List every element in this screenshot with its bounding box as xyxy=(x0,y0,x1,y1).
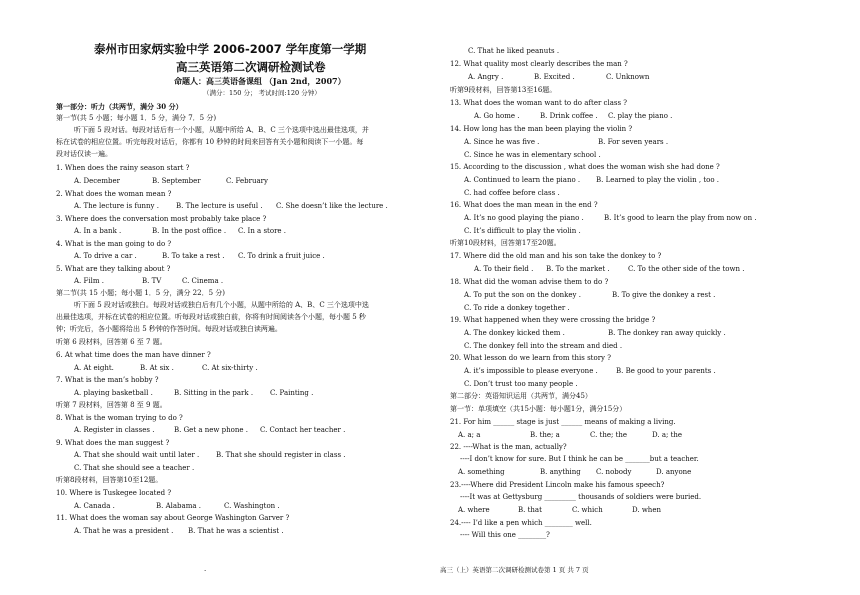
option: B. September xyxy=(152,177,201,185)
exam-meta: （满分：150 分； 考试时间:120 分钟） xyxy=(203,89,321,97)
option: B. To give the donkey a rest . xyxy=(612,291,716,299)
option: B. TV xyxy=(142,277,162,285)
section1-instructions: 听下面 5 段对话。每段对话后有一个小题，从题中所给 A、B、C 三个选项中选出最佳选项，并 xyxy=(74,126,369,134)
option: A. To drive a car . xyxy=(74,252,137,260)
option: A. Since he was five . xyxy=(464,138,540,146)
option: B. That she should register in class . xyxy=(216,451,346,459)
section1-instructions: 段对话仅读一遍。 xyxy=(56,150,112,158)
option: C. nobody xyxy=(596,468,632,476)
option: C. Contact her teacher . xyxy=(260,426,346,434)
exam-author: 命题人：高三英语备课组 （Jan 2nd，2007） xyxy=(174,76,346,86)
question-13: 13. What does the woman want to do after class ? xyxy=(450,99,628,107)
option: B. that xyxy=(518,506,542,514)
question-22-reply: ----I don’t know for sure. But I think he can be _______but a teacher. xyxy=(460,455,699,463)
section2-instructions: 听下面 5 段对话或独白。每段对话或独白后有几个小题，从题中所给的 A、B、C 三个选项中选 xyxy=(74,301,369,309)
option: B. Get a new phone . xyxy=(174,426,248,434)
listening-note: 听第10段材料，回答第17至20题。 xyxy=(450,239,561,247)
option: A. Go home . xyxy=(474,112,520,120)
part2-section1-heading: 第一节：单项填空（共15小题：每小题1分，满分15分） xyxy=(450,405,627,413)
question-21: 21. For him ______ stage is just ______ means of making a living. xyxy=(450,418,676,426)
listening-note: 听第 6 段材料，回答第 6 至 7 题。 xyxy=(56,338,167,346)
option: A. It’s no good playing the piano . xyxy=(464,214,584,222)
option: B. Be good to your parents . xyxy=(616,367,716,375)
option: C. It’s difficult to play the violin . xyxy=(464,227,581,235)
option: B. It’s good to learn the play from now on . xyxy=(604,214,757,222)
option: A. Continued to learn the piano . xyxy=(464,176,581,184)
page-footer: 高三（上）英语第二次调研检测试卷第 1 页 共 7 页 xyxy=(440,566,589,574)
option: C. That she should see a teacher . xyxy=(74,464,195,472)
listening-note: 听第 7 段材料，回答第 8 至 9 题。 xyxy=(56,401,167,409)
question-4: 4. What is the man going to do ? xyxy=(56,240,172,248)
option: A. Angry . xyxy=(468,73,504,81)
option: C. play the piano . xyxy=(608,112,673,120)
question-1: 1. When does the rainy season start ? xyxy=(56,164,190,172)
question-12: 12. What quality most clearly describes the man ? xyxy=(450,60,628,68)
option: C. To drink a fruit juice . xyxy=(238,252,325,260)
option: A. The lecture is funny . xyxy=(74,202,159,210)
option: C. Painting . xyxy=(270,389,314,397)
option: D. a; the xyxy=(652,431,683,439)
question-20: 20. What lesson do we learn from this story ? xyxy=(450,354,611,362)
section2-instructions: 出最佳选项，并标在试卷的相应位置。听每段对话或独白前，你将有时间阅读各个小题，每小题 5 秒 xyxy=(56,313,366,321)
question-3: 3. Where does the conversation most probably take place ? xyxy=(56,215,267,223)
option: A. At eight. xyxy=(74,364,114,372)
option: C. the; the xyxy=(590,431,628,439)
section2-instructions: 钟；听完后，各小题将给出 5 秒钟的作答时间。每段对话或独白读两遍。 xyxy=(56,325,282,333)
option: B. That he was a scientist . xyxy=(188,527,284,535)
footer-dot: . xyxy=(204,565,207,573)
option: A. To their field . xyxy=(474,265,534,273)
question-10: 10. Where is Tuskegee located ? xyxy=(56,489,172,497)
option: C. To ride a donkey together . xyxy=(464,304,570,312)
question-15: 15. According to the discussion , what does the woman wish she had done ? xyxy=(450,163,720,171)
option: B. anything xyxy=(540,468,581,476)
section1-heading: 第一节(共 5 小题；每小题 1．5 分，满分 7．5 分) xyxy=(56,114,217,122)
option: B. The lecture is useful . xyxy=(176,202,263,210)
option: B. Alabama . xyxy=(156,502,201,510)
option: C. had coffee before class . xyxy=(464,189,560,197)
option: C. Cinema . xyxy=(182,277,224,285)
option: C. Since he was in elementary school . xyxy=(464,151,601,159)
option: A. playing basketball . xyxy=(74,389,153,397)
option: B. In the post office . xyxy=(152,227,227,235)
question-24: 24.---- I’d like a pen which ________ well. xyxy=(450,519,592,527)
question-24-reply: ---- Will this one ________? xyxy=(460,531,550,539)
option: A. it’s impossible to please everyone . xyxy=(464,367,598,375)
question-19: 19. What happened when they were crossing the bridge ? xyxy=(450,316,656,324)
option: C. The donkey fell into the stream and died . xyxy=(464,342,623,350)
part1-heading: 第一部分：听力（共两节，满分 30 分） xyxy=(56,102,183,111)
option: A. In a bank . xyxy=(74,227,122,235)
option: A. Register in classes . xyxy=(74,426,155,434)
option: B. To the market . xyxy=(546,265,610,273)
option: B. Drink coffee . xyxy=(540,112,598,120)
option: A. That she should wait until later . xyxy=(74,451,200,459)
option: C. At six-thirty . xyxy=(202,364,258,372)
option: C. That he liked peanuts . xyxy=(468,47,560,55)
option: C. To the other side of the town . xyxy=(628,265,745,273)
option: A. December xyxy=(74,177,120,185)
question-8: 8. What is the woman trying to do ? xyxy=(56,414,183,422)
option: D. anyone xyxy=(656,468,692,476)
question-11: 11. What does the woman say about George Washington Garver ? xyxy=(56,514,290,522)
option: B. The donkey ran away quickly . xyxy=(608,329,726,337)
option: B. the; a xyxy=(530,431,560,439)
option: B. For seven years . xyxy=(598,138,669,146)
option: B. To take a rest . xyxy=(162,252,225,260)
question-23: 23.----Where did President Lincoln make his famous speech? xyxy=(450,481,665,489)
question-5: 5. What are they talking about ? xyxy=(56,265,171,273)
section1-instructions: 标在试卷的相应位置。听完每段对话后，你都有 10 秒钟的时间来回答有关小题和阅读下一小题。每 xyxy=(56,138,364,146)
option: A. Canada . xyxy=(74,502,115,510)
option: C. which xyxy=(572,506,603,514)
question-16: 16. What does the man mean in the end ? xyxy=(450,201,598,209)
section2-heading: 第二节(共 15 小题；每小题 1．5 分，满分 22．5 分) xyxy=(56,289,225,297)
option: A. a; a xyxy=(458,431,481,439)
option: B. At six . xyxy=(140,364,174,372)
listening-note: 听第8段材料，回答第10至12题。 xyxy=(56,476,163,484)
option: C. Don’t trust too many people . xyxy=(464,380,578,388)
option: C. February xyxy=(226,177,268,185)
option: C. Washington . xyxy=(224,502,280,510)
option: C. Unknown xyxy=(606,73,650,81)
exam-subtitle: 高三英语第二次调研检测试卷 xyxy=(176,60,326,74)
question-17: 17. Where did the old man and his son take the donkey to ? xyxy=(450,252,662,260)
option: A. Film . xyxy=(74,277,104,285)
question-18: 18. What did the woman advise them to do ? xyxy=(450,278,609,286)
question-7: 7. What is the man’s hobby ? xyxy=(56,376,159,384)
question-23-reply: ----It was at Gettysburg _________ thousands of soldiers were buried. xyxy=(460,493,702,501)
option: C. In a store . xyxy=(238,227,287,235)
option: B. Excited . xyxy=(534,73,575,81)
question-14: 14. How long has the man been playing the violin ? xyxy=(450,125,633,133)
listening-note: 听第9段材料，回答第13至16题。 xyxy=(450,86,557,94)
option: A. where xyxy=(458,506,490,514)
option: A. That he was a president . xyxy=(74,527,174,535)
option: C. She doesn’t like the lecture . xyxy=(276,202,388,210)
option: B. Learned to play the violin , too . xyxy=(596,176,720,184)
option: A. The donkey kicked them . xyxy=(464,329,565,337)
option: D. when xyxy=(632,506,661,514)
question-2: 2. What does the woman mean ? xyxy=(56,190,172,198)
question-9: 9. What does the man suggest ? xyxy=(56,439,170,447)
option: A. To put the son on the donkey . xyxy=(464,291,581,299)
exam-title: 泰州市田家炳实验中学 2006-2007 学年度第一学期 xyxy=(94,42,367,56)
part2-heading: 第二部分：英语知识运用（共两节，满分45） xyxy=(450,392,592,400)
question-22: 22. ----What is the man, actually? xyxy=(450,443,567,451)
option: A. something xyxy=(458,468,505,476)
option: B. Sitting in the park . xyxy=(174,389,254,397)
question-6: 6. At what time does the man have dinner ? xyxy=(56,351,211,359)
